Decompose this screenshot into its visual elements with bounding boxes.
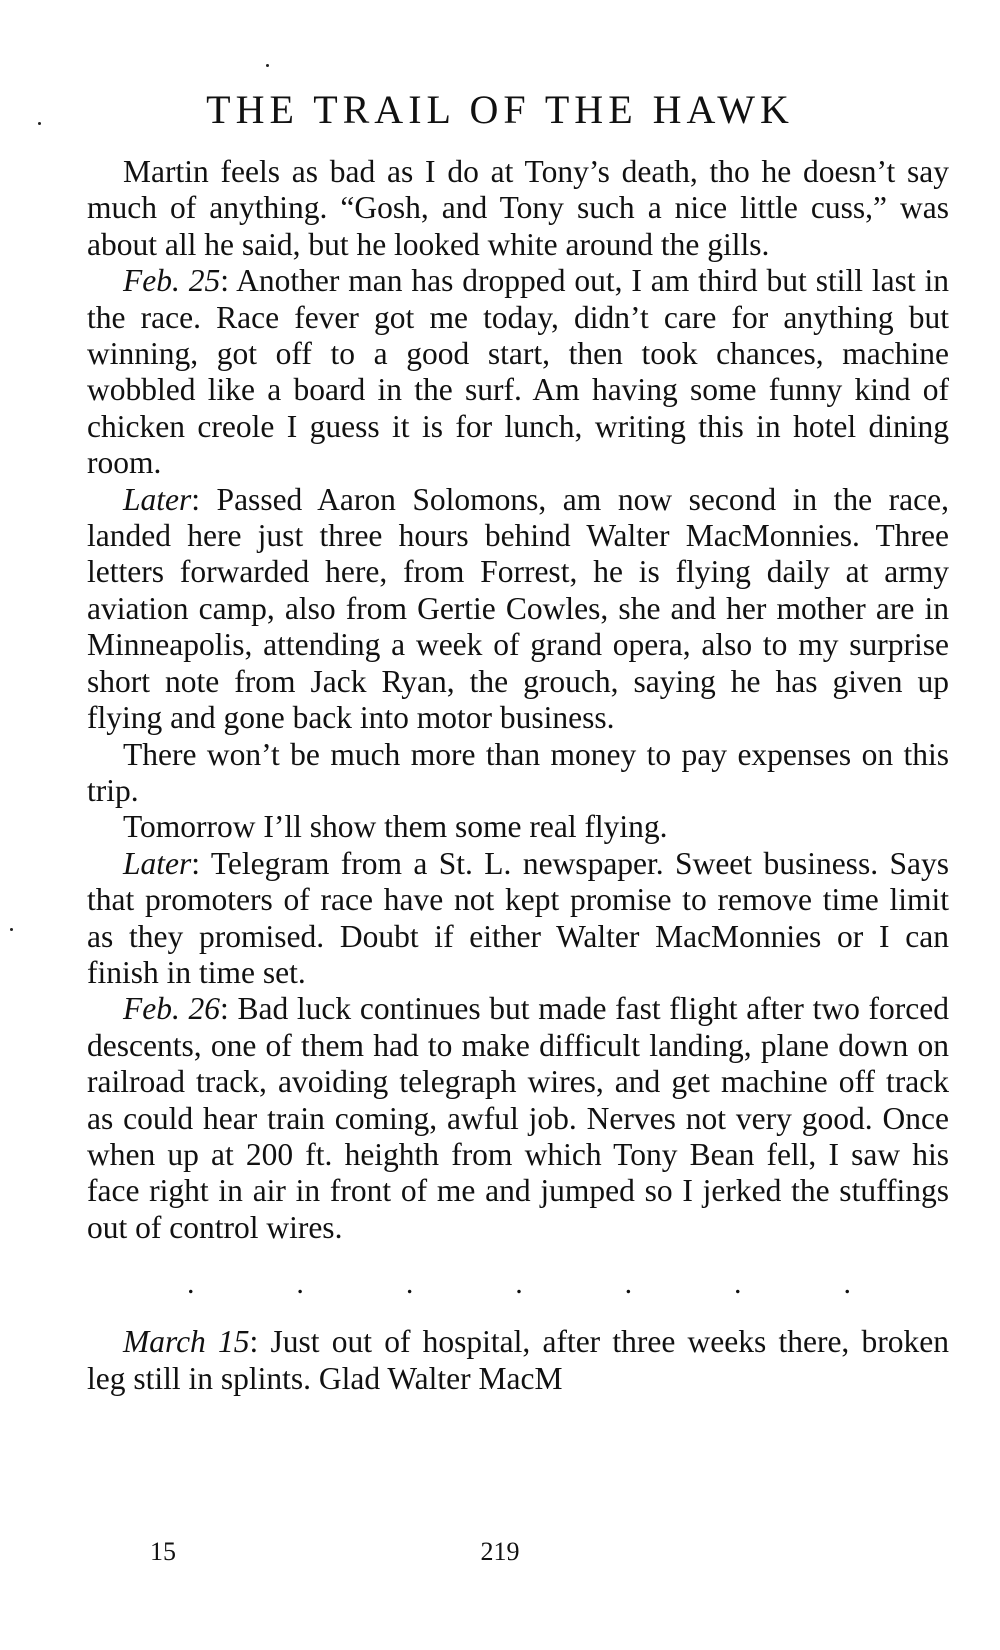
- closing-paragraph: [87, 1324, 949, 1397]
- paragraph-text: Martin feels as bad as I do at Tony’s death, tho he doesn’t say much of anything. “Gosh, and Tony such a nice little cuss,” was about all he said, but he looked white around the gills.: [87, 154, 949, 262]
- paragraph-text: : Passed Aaron Solomons, am now second in the race, landed here just three hours behind Walter MacMonnies. Three letters forwarded here, from Forrest, he is flying daily at army aviation camp, also from Gertie Cowles, she and her mother are in Minneapolis, attending a week of grand opera, also to my surprise short note from Jack Ryan, the grouch, saying he has given up flying and gone back into motor business.: [87, 481, 949, 736]
- paragraph-text: There won’t be much more than money to pay expenses on this trip.: [87, 736, 949, 808]
- paragraph: [87, 991, 949, 1246]
- paragraph: [87, 263, 949, 481]
- entry-label: March 15: [123, 1324, 250, 1360]
- running-head: THE TRAIL OF THE HAWK: [206, 87, 794, 132]
- ornament-dot: .: [624, 1267, 633, 1301]
- print-speck: [266, 64, 269, 67]
- paragraph-text: Tomorrow I’ll show them some real flying.: [123, 809, 668, 845]
- ornament-dot: .: [405, 1267, 414, 1301]
- ornament-dot: .: [296, 1267, 304, 1301]
- paragraph-text: : Another man has dropped out, I am third but still last in the race. Race fever got me today, didn’t care for anything but winning, got off to a good start, then took chances, machine wobbled like a board in the surf. Am having some funny kind of chicken creole I guess it is for lunch, writing this in hotel dining room.: [87, 263, 949, 481]
- paragraph: [87, 846, 949, 992]
- ornament-dot: .: [734, 1267, 742, 1301]
- signature-mark: 15: [150, 1537, 176, 1566]
- page-number: 219: [480, 1537, 520, 1566]
- ornament-dot: .: [187, 1267, 195, 1301]
- ornament-dot: .: [843, 1267, 851, 1301]
- entry-label: Later: [123, 481, 192, 517]
- paragraph-text: : Just out of hospital, after three weeks there, broken leg still in splints. Glad Walter MacM: [87, 1324, 949, 1396]
- paragraph-text: : Bad luck continues but made fast flight after two forced descents, one of them had to make difficult landing, plane down on railroad track, avoiding telegraph wires, and get machine off track as could hear train coming, awful job. Nerves not very good. Once when up at 200 ft. heighth from which Tony Bean fell, I saw his face right in air in front of me and jumped so I jerked the stuffings out of control wires.: [87, 991, 949, 1245]
- body-text: [87, 154, 949, 1397]
- paragraph: [87, 154, 949, 263]
- section-break-dots: [87, 1266, 949, 1302]
- paragraph: [87, 482, 949, 737]
- print-speck: [38, 122, 41, 125]
- ornament-dot: .: [515, 1267, 523, 1301]
- entry-label: Feb. 26: [123, 991, 221, 1027]
- print-speck: [10, 928, 13, 931]
- paragraph: [87, 737, 949, 810]
- paragraph: [87, 809, 949, 845]
- entry-label: Feb. 25: [123, 263, 221, 299]
- entry-label: Later: [123, 845, 192, 881]
- paragraph-text: : Telegram from a St. L. newspaper. Sweet business. Says that promoters of race have not kept promise to remove time limit as they promised. Doubt if either Walter MacMonnies or I can finish in time set.: [87, 845, 949, 990]
